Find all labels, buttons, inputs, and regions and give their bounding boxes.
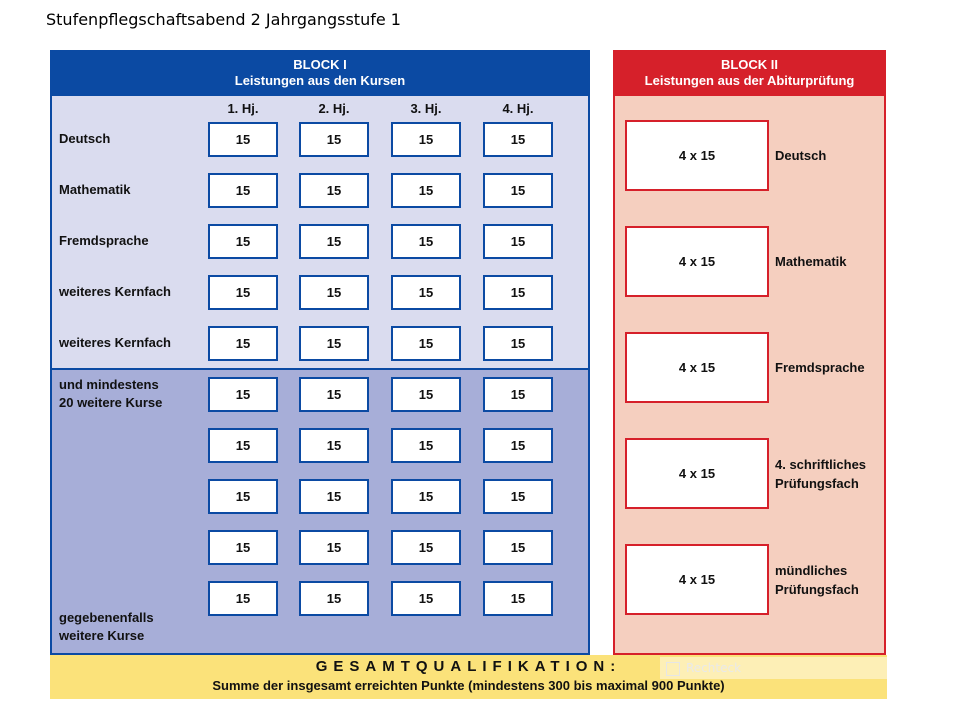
points-cell: 15 bbox=[391, 377, 461, 412]
points-cell: 15 bbox=[208, 275, 278, 310]
exam-subject-label: Deutsch bbox=[775, 148, 827, 163]
row-label: weiteres Kernfach bbox=[59, 335, 171, 350]
points-cell: 15 bbox=[299, 224, 369, 259]
points-cell: 15 bbox=[299, 122, 369, 157]
row-label: und mindestens 20 weitere Kurse bbox=[59, 377, 163, 410]
points-cell: 15 bbox=[299, 377, 369, 412]
exam-points-cell: 4 x 15 bbox=[625, 226, 769, 297]
points-cell: 15 bbox=[299, 581, 369, 616]
points-cell: 15 bbox=[208, 173, 278, 208]
exam-points-cell: 4 x 15 bbox=[625, 438, 769, 509]
points-cell: 15 bbox=[391, 122, 461, 157]
block-1-header bbox=[52, 52, 588, 96]
half-year-header: 4. Hj. bbox=[502, 101, 534, 116]
points-cell: 15 bbox=[391, 428, 461, 463]
points-cell: 15 bbox=[483, 377, 553, 412]
page-title: Stufenpflegschaftsabend 2 Jahrgangsstufe 1 bbox=[46, 10, 401, 29]
exam-subject-label: 4. schriftliches Prüfungsfach bbox=[775, 457, 867, 491]
exam-points-cell: 4 x 15 bbox=[625, 332, 769, 403]
points-cell: 15 bbox=[208, 224, 278, 259]
points-cell: 15 bbox=[391, 224, 461, 259]
points-cell: 15 bbox=[208, 122, 278, 157]
points-cell: 15 bbox=[208, 326, 278, 361]
points-cell: 15 bbox=[208, 479, 278, 514]
row-label: Mathematik bbox=[59, 182, 131, 197]
row-label: Deutsch bbox=[59, 131, 111, 146]
points-cell: 15 bbox=[391, 581, 461, 616]
points-cell: 15 bbox=[483, 428, 553, 463]
points-cell: 15 bbox=[483, 224, 553, 259]
footer-label: gegebenenfalls weitere Kurse bbox=[59, 610, 154, 643]
points-cell: 15 bbox=[391, 530, 461, 565]
points-cell: 15 bbox=[299, 275, 369, 310]
block-1-title: BLOCK I bbox=[293, 57, 347, 72]
points-cell: 15 bbox=[391, 173, 461, 208]
points-cell: 15 bbox=[483, 530, 553, 565]
half-year-header: 3. Hj. bbox=[410, 101, 442, 116]
points-cell: 15 bbox=[391, 326, 461, 361]
points-cell: 15 bbox=[299, 173, 369, 208]
half-year-header: 2. Hj. bbox=[318, 101, 350, 116]
points-cell: 15 bbox=[299, 326, 369, 361]
points-cell: 15 bbox=[208, 581, 278, 616]
exam-subject-label: Mathematik bbox=[775, 254, 847, 269]
points-cell: 15 bbox=[391, 275, 461, 310]
exam-points-cell: 4 x 15 bbox=[625, 120, 769, 191]
block-2-panel bbox=[613, 50, 886, 655]
points-cell: 15 bbox=[208, 377, 278, 412]
points-cell: 15 bbox=[208, 530, 278, 565]
exam-subject-label: mündliches Prüfungsfach bbox=[775, 563, 859, 597]
block-1-subtitle: Leistungen aus den Kursen bbox=[234, 73, 406, 88]
block-2-title: BLOCK II bbox=[720, 57, 779, 72]
rechteck-label: Rechteck bbox=[686, 661, 742, 675]
points-cell: 15 bbox=[299, 428, 369, 463]
points-cell: 15 bbox=[483, 122, 553, 157]
row-label: weiteres Kernfach bbox=[59, 284, 171, 299]
points-cell: 15 bbox=[483, 275, 553, 310]
points-cell: 15 bbox=[208, 428, 278, 463]
half-year-header: 1. Hj. bbox=[227, 101, 259, 116]
points-cell: 15 bbox=[483, 479, 553, 514]
points-cell: 15 bbox=[483, 581, 553, 616]
block-1-panel bbox=[50, 50, 590, 655]
points-cell: 15 bbox=[391, 479, 461, 514]
points-cell: 15 bbox=[299, 479, 369, 514]
exam-subject-label: Fremdsprache bbox=[775, 360, 865, 375]
rechteck-overlay[interactable] bbox=[660, 657, 892, 679]
gesamtqualifikation-subtitle: Summe der insgesamt erreichten Punkte (mindestens 300 bis maximal 900 Punkte) bbox=[212, 678, 725, 693]
points-cell: 15 bbox=[483, 173, 553, 208]
row-label: Fremdsprache bbox=[59, 233, 149, 248]
block-2-header bbox=[615, 52, 884, 96]
points-cell: 15 bbox=[299, 530, 369, 565]
block-2-subtitle: Leistungen aus der Abiturprüfung bbox=[644, 73, 855, 88]
checkbox-icon bbox=[666, 662, 680, 676]
points-cell: 15 bbox=[483, 326, 553, 361]
exam-points-cell: 4 x 15 bbox=[625, 544, 769, 615]
gesamtqualifikation-title: GESAMTQUALIFIKATION: bbox=[315, 658, 622, 675]
